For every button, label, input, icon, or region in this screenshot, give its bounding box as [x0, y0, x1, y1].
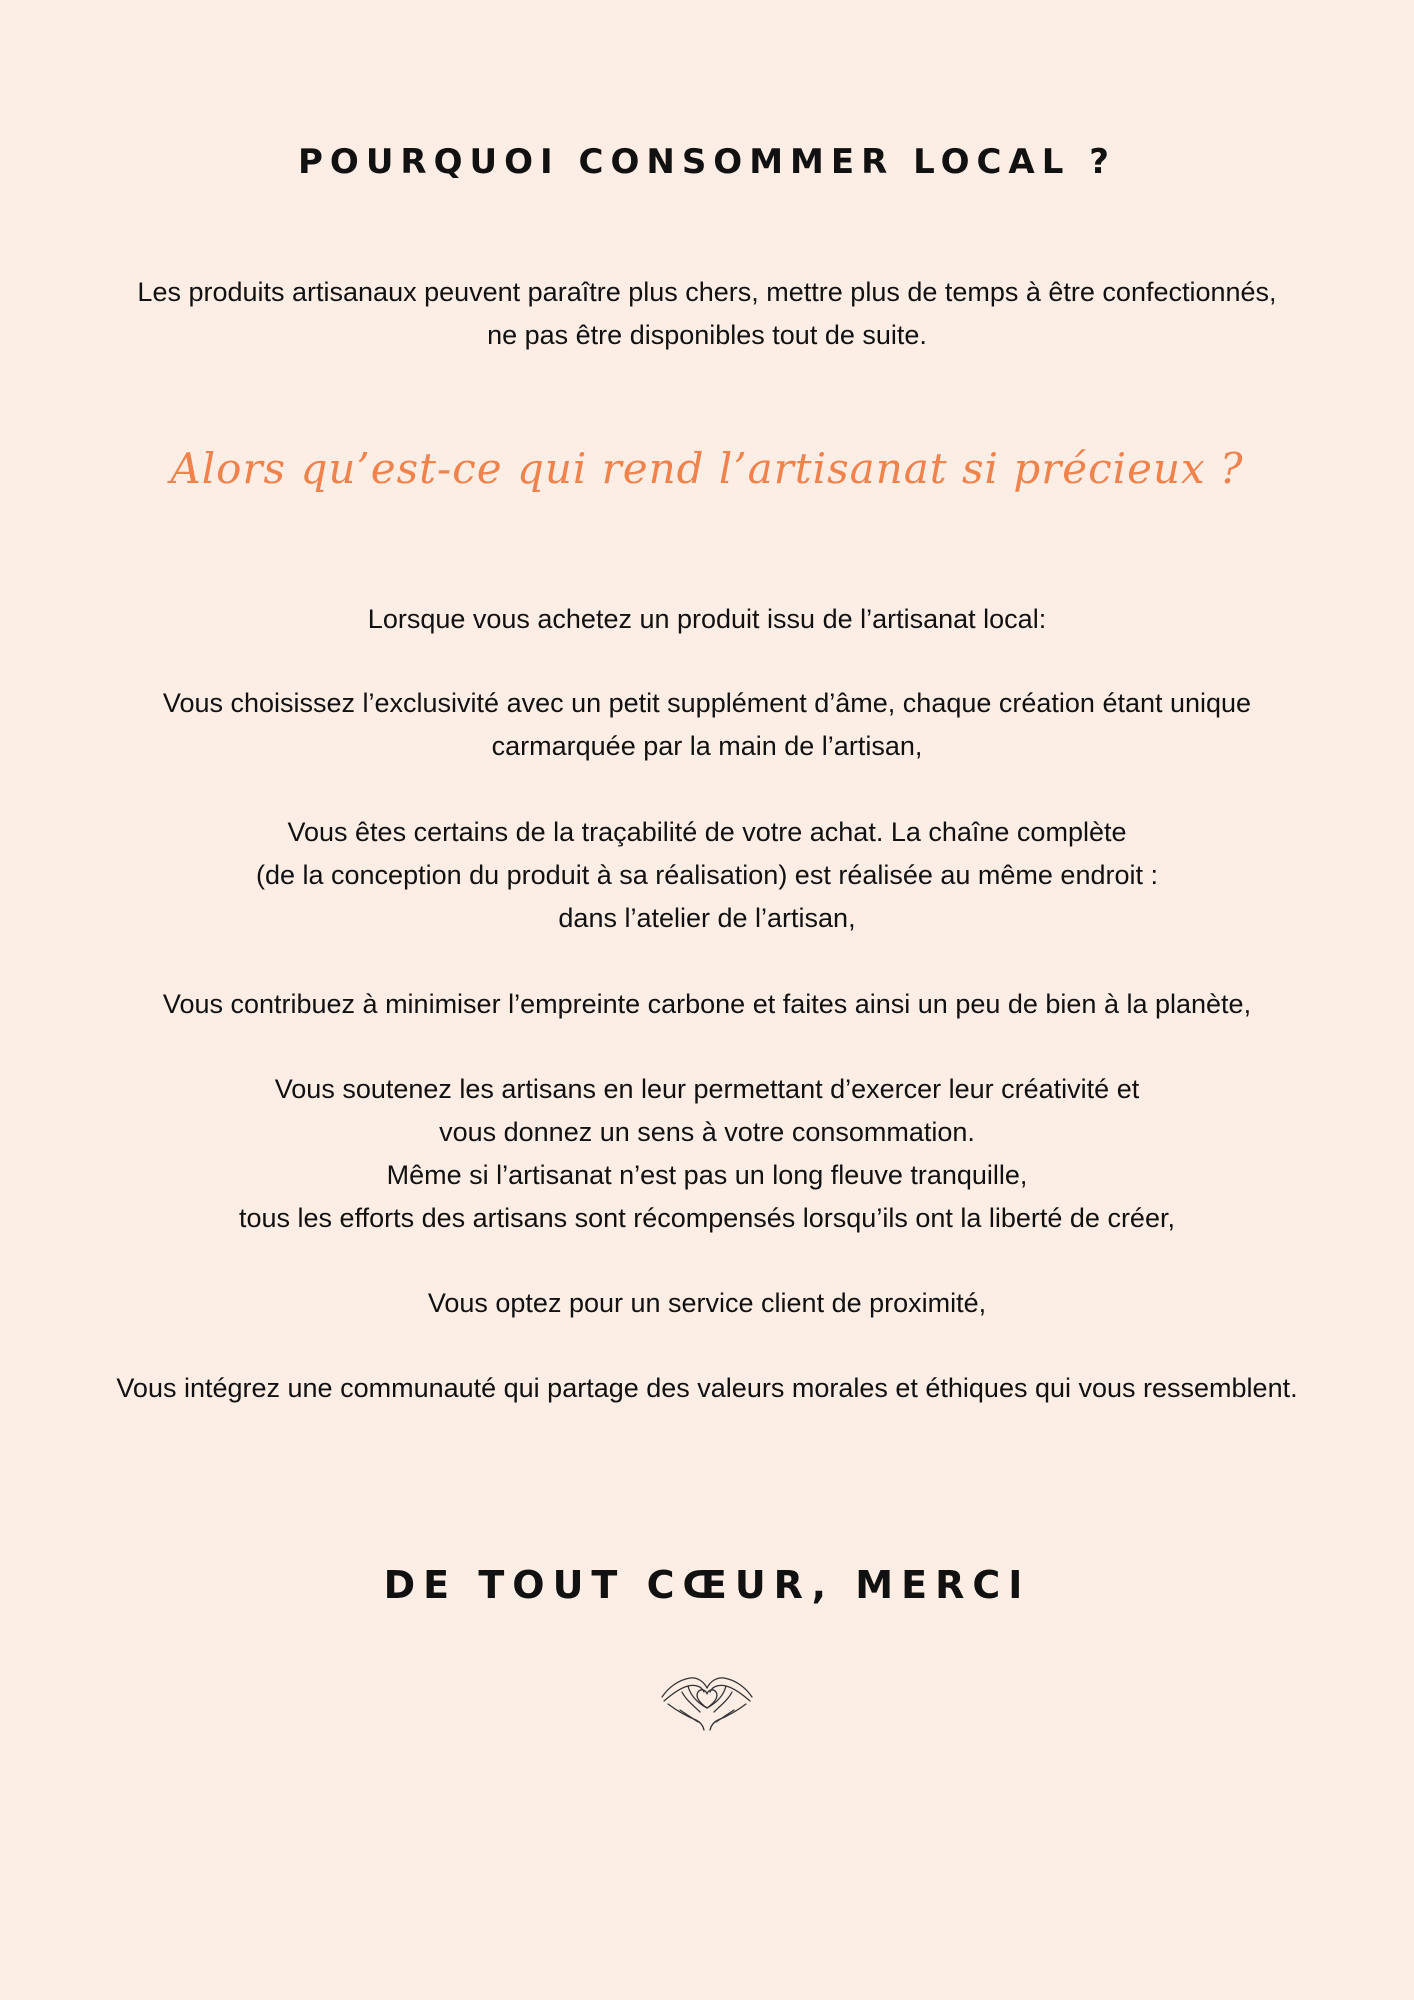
- benefit-traceability: [20, 811, 1394, 940]
- benefit-line: Vous êtes certains de la traçabilité de votre achat. La chaîne complète: [287, 817, 1127, 847]
- page-title: POURQUOI CONSOMMER LOCAL ?: [298, 142, 1116, 182]
- benefit-line: vous donnez un sens à votre consommation.: [439, 1117, 975, 1147]
- benefit-line: Vous optez pour un service client de proximité,: [427, 1288, 987, 1318]
- benefit-line: tous les efforts des artisans sont récompensés lorsqu’ils ont la liberté de créer,: [239, 1203, 1175, 1233]
- closing-heading: DE TOUT CŒUR, MERCI: [383, 1563, 1031, 1607]
- benefit-line: carmarquée par la main de l’artisan,: [491, 731, 923, 761]
- benefit-line: dans l’atelier de l’artisan,: [558, 903, 856, 933]
- intro-paragraph: [20, 271, 1394, 357]
- benefit-proximity: [20, 1282, 1394, 1325]
- benefit-community: [20, 1367, 1394, 1410]
- benefit-support-artisans: [20, 1068, 1394, 1240]
- benefit-line: (de la conception du produit à sa réalisation) est réalisée au même endroit :: [255, 860, 1158, 890]
- lead-paragraph: [20, 598, 1394, 641]
- benefit-line: Vous soutenez les artisans en leur permettant d’exercer leur créativité et: [274, 1074, 1140, 1104]
- benefit-carbon: [20, 983, 1394, 1026]
- subtitle: Alors qu’est-ce qui rend l’artisanat si précieux ?: [170, 444, 1244, 493]
- heart-hands-icon: [660, 1670, 754, 1732]
- benefit-line: Vous choisissez l’exclusivité avec un petit supplément d’âme, chaque création étant unique: [162, 688, 1252, 718]
- lead-line: Lorsque vous achetez un produit issu de l’artisanat local:: [367, 604, 1047, 634]
- benefit-line: Vous intégrez une communauté qui partage des valeurs morales et éthiques qui vous ressemblent.: [116, 1373, 1298, 1403]
- intro-line: Les produits artisanaux peuvent paraître plus chers, mettre plus de temps à être confectionnés,: [137, 277, 1277, 307]
- benefit-line: Vous contribuez à minimiser l’empreinte carbone et faites ainsi un peu de bien à la planète,: [162, 989, 1252, 1019]
- intro-line: ne pas être disponibles tout de suite.: [487, 320, 927, 350]
- benefit-line: Même si l’artisanat n’est pas un long fleuve tranquille,: [386, 1160, 1028, 1190]
- benefit-exclusivity: [20, 682, 1394, 768]
